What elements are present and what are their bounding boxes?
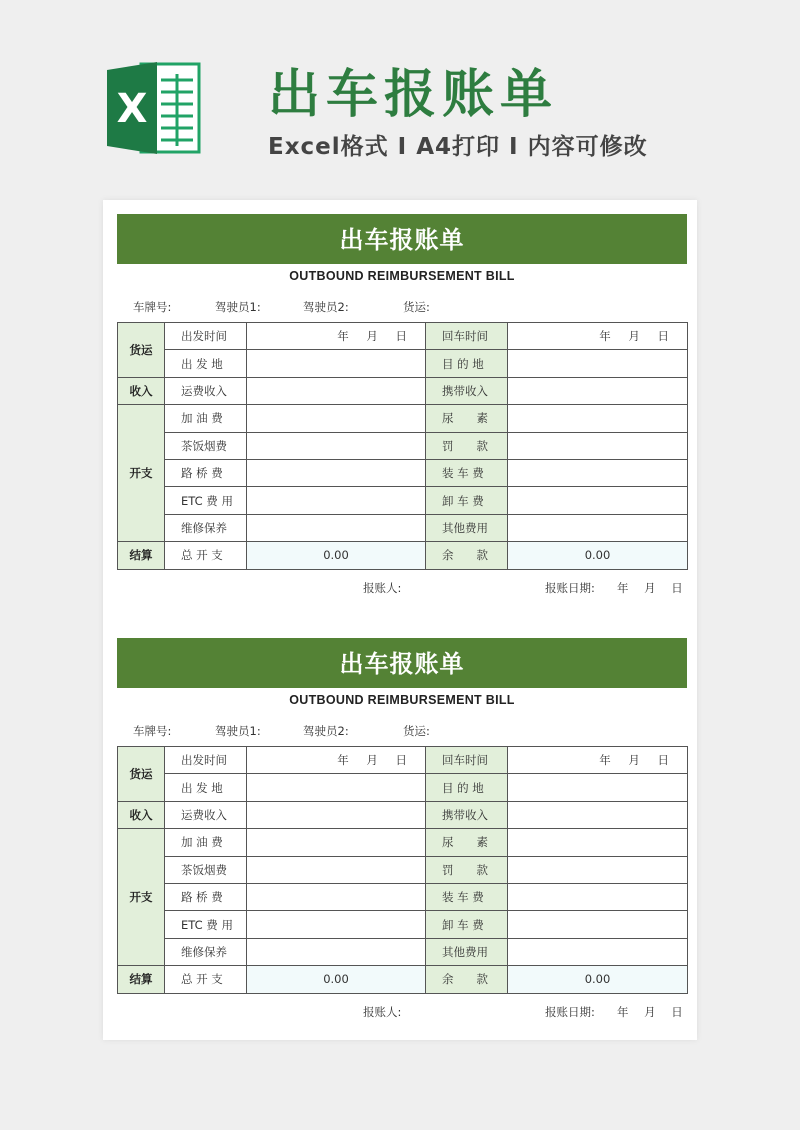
destination-field[interactable] [508,774,688,801]
bill-title: 出车报账单 [117,638,687,688]
bill-title: 出车报账单 [117,214,687,264]
template-subtitle: Excel格式 I A4打印 I 内容可修改 [268,134,648,160]
fine-label: 罚 款 [426,856,508,883]
etc-field[interactable] [247,487,426,514]
load-field[interactable] [508,883,688,910]
freight-income-field[interactable] [247,377,426,404]
freight-income-label: 运费收入 [165,801,247,828]
bill-title-en: OUTBOUND REIMBURSEMENT BILL [289,269,515,283]
depart-time-field[interactable]: 年 月 日 [247,747,426,774]
fine-field[interactable] [508,432,688,459]
section-expense: 开支 [118,829,165,966]
total-expense-label: 总 开 支 [165,542,247,569]
balance-value: 0.00 [508,542,688,569]
driver2-label: 驾驶员2: [303,300,349,314]
return-time-label: 回车时间 [426,323,508,350]
bill-table [117,746,688,994]
load-field[interactable] [508,459,688,486]
section-settle: 结算 [118,542,165,569]
other-field[interactable] [508,514,688,541]
origin-field[interactable] [247,774,426,801]
fine-label: 罚 款 [426,432,508,459]
load-label: 装 车 费 [426,459,508,486]
section-cargo: 货运 [118,323,165,378]
etc-field[interactable] [247,911,426,938]
unload-field[interactable] [508,487,688,514]
table-row [118,459,688,486]
destination-label: 目 的 地 [426,350,508,377]
repair-field[interactable] [247,938,426,965]
cargo-label: 货运: [403,724,430,738]
toll-label: 路 桥 费 [165,883,247,910]
load-label: 装 车 费 [426,883,508,910]
excel-logo-icon [103,58,203,158]
freight-income-label: 运费收入 [165,377,247,404]
carry-income-field[interactable] [508,801,688,828]
toll-field[interactable] [247,459,426,486]
section-settle: 结算 [118,966,165,993]
origin-label: 出 发 地 [165,774,247,801]
other-field[interactable] [508,938,688,965]
table-row [118,966,688,993]
total-expense-label: 总 开 支 [165,966,247,993]
freight-income-field[interactable] [247,801,426,828]
table-row [118,323,688,350]
table-row [118,911,688,938]
plate-label: 车牌号: [133,300,172,314]
repair-label: 维修保养 [165,938,247,965]
fuel-label: 加 油 费 [165,405,247,432]
depart-time-field[interactable]: 年 月 日 [247,323,426,350]
other-label: 其他费用 [426,938,508,965]
bill-meta-row [117,710,687,746]
table-row [118,856,688,883]
urea-field[interactable] [508,829,688,856]
carry-income-label: 携带收入 [426,377,508,404]
return-time-label: 回车时间 [426,747,508,774]
meal-field[interactable] [247,856,426,883]
toll-label: 路 桥 费 [165,459,247,486]
table-row [118,514,688,541]
origin-field[interactable] [247,350,426,377]
depart-time-label: 出发时间 [165,747,247,774]
report-date-value[interactable]: 年 月 日 [617,580,683,595]
report-date-value[interactable]: 年 月 日 [617,1004,683,1019]
urea-field[interactable] [508,405,688,432]
unload-label: 卸 车 费 [426,487,508,514]
report-date-label: 报账日期: [545,1004,595,1019]
template-banner [0,0,800,190]
urea-label: 尿 素 [426,829,508,856]
depart-time-label: 出发时间 [165,323,247,350]
carry-income-label: 携带收入 [426,801,508,828]
table-row [118,774,688,801]
driver2-label: 驾驶员2: [303,724,349,738]
section-cargo: 货运 [118,747,165,802]
table-row [118,938,688,965]
plate-label: 车牌号: [133,724,172,738]
table-row [118,801,688,828]
table-row [118,883,688,910]
document-page [103,200,697,1040]
table-row [118,405,688,432]
excel-logo-letter: X [116,86,148,132]
table-row [118,350,688,377]
etc-label: ETC 费 用 [165,487,247,514]
toll-field[interactable] [247,883,426,910]
total-expense-value: 0.00 [247,542,426,569]
balance-value: 0.00 [508,966,688,993]
repair-field[interactable] [247,514,426,541]
total-expense-value: 0.00 [247,966,426,993]
reporter-label: 报账人: [363,580,402,595]
unload-field[interactable] [508,911,688,938]
destination-field[interactable] [508,350,688,377]
urea-label: 尿 素 [426,405,508,432]
sign-row [117,994,687,1024]
table-row [118,829,688,856]
origin-label: 出 发 地 [165,350,247,377]
unload-label: 卸 车 费 [426,911,508,938]
report-date-label: 报账日期: [545,580,595,595]
cargo-label: 货运: [403,300,430,314]
section-expense: 开支 [118,405,165,542]
meal-field[interactable] [247,432,426,459]
template-title: 出车报账单 [268,65,559,125]
reimbursement-bill-1 [117,214,687,600]
driver1-label: 驾驶员1: [215,300,261,314]
reimbursement-bill-2 [117,638,687,1024]
table-row [118,747,688,774]
meal-label: 茶饭烟费 [165,432,247,459]
table-row [118,487,688,514]
other-label: 其他费用 [426,514,508,541]
fuel-field[interactable] [247,405,426,432]
balance-label: 余 款 [426,966,508,993]
sign-row [117,570,687,600]
destination-label: 目 的 地 [426,774,508,801]
etc-label: ETC 费 用 [165,911,247,938]
section-income: 收入 [118,377,165,404]
carry-income-field[interactable] [508,377,688,404]
table-row [118,542,688,569]
fuel-field[interactable] [247,829,426,856]
driver1-label: 驾驶员1: [215,724,261,738]
balance-label: 余 款 [426,542,508,569]
bill-table [117,322,688,570]
fine-field[interactable] [508,856,688,883]
meal-label: 茶饭烟费 [165,856,247,883]
reporter-label: 报账人: [363,1004,402,1019]
return-time-field[interactable]: 年 月 日 [508,747,688,774]
table-row [118,432,688,459]
bill-meta-row [117,286,687,322]
table-row [118,377,688,404]
section-income: 收入 [118,801,165,828]
fuel-label: 加 油 费 [165,829,247,856]
repair-label: 维修保养 [165,514,247,541]
return-time-field[interactable]: 年 月 日 [508,323,688,350]
bill-title-en: OUTBOUND REIMBURSEMENT BILL [289,693,515,707]
